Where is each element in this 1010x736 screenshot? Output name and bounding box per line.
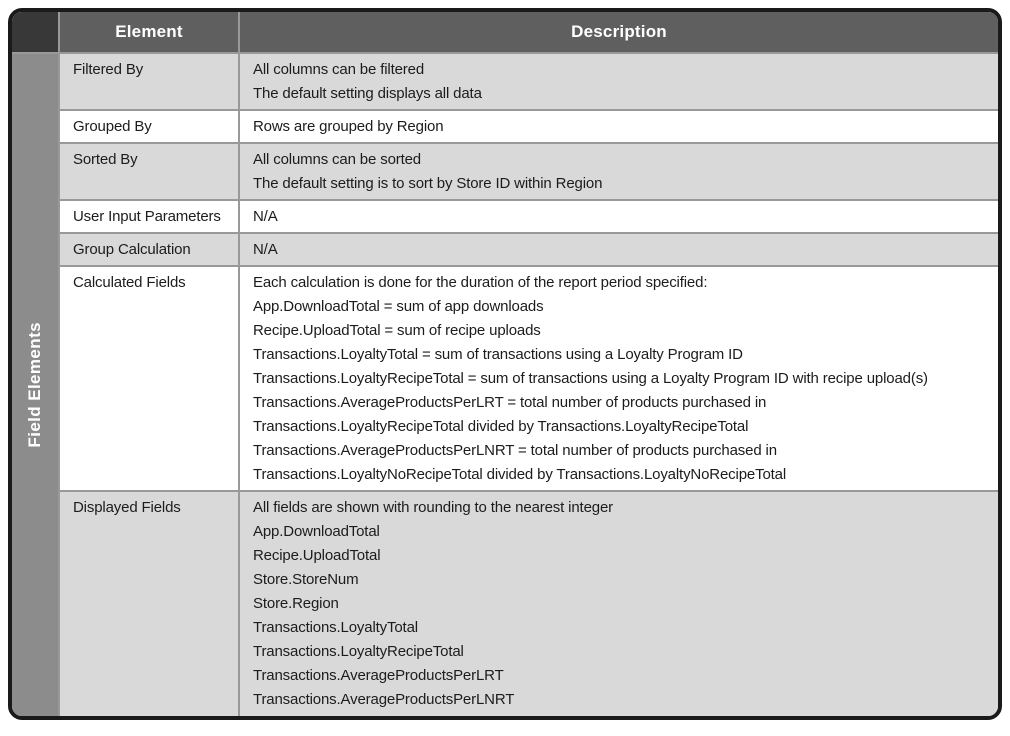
description-cell	[240, 492, 998, 716]
element-column-header: Element	[60, 12, 238, 52]
description-line: Transactions.LoyaltyNoRecipeTotal divided by Transactions.LoyaltyNoRecipeTotal	[253, 466, 787, 483]
element-label: Calculated Fields	[73, 274, 186, 291]
description-line: N/A	[253, 208, 278, 225]
element-cell	[60, 144, 238, 199]
description-cell	[240, 54, 998, 109]
description-line: Transactions.LoyaltyRecipeTotal = sum of transactions using a Loyalty Program ID with recipe upload(s)	[253, 370, 928, 387]
description-line: All columns can be sorted	[253, 151, 422, 168]
description-line: Recipe.UploadTotal = sum of recipe uploads	[253, 322, 541, 339]
element-label: User Input Parameters	[73, 208, 221, 225]
description-line: Store.Region	[253, 595, 339, 612]
description-line: Store.StoreNum	[253, 571, 359, 588]
field-elements-table	[8, 8, 1002, 720]
element-label: Group Calculation	[73, 241, 191, 258]
description-line: N/A	[253, 241, 278, 258]
description-cell	[240, 201, 998, 232]
description-line: Each calculation is done for the duration of the report period specified:	[253, 274, 708, 291]
element-cell	[60, 201, 238, 232]
corner-cell	[12, 12, 58, 52]
element-label: Filtered By	[73, 61, 144, 78]
sidebar-label: Field Elements	[25, 322, 44, 448]
description-line: Rows are grouped by Region	[253, 118, 444, 135]
description-line: Transactions.LoyaltyRecipeTotal divided by Transactions.LoyaltyRecipeTotal	[253, 418, 749, 435]
description-line: All fields are shown with rounding to the nearest integer	[253, 499, 613, 516]
description-line: Recipe.UploadTotal	[253, 547, 381, 564]
description-line: Transactions.AverageProductsPerLNRT = total number of products purchased in	[253, 442, 777, 459]
element-cell	[60, 111, 238, 142]
description-line: Transactions.LoyaltyTotal = sum of transactions using a Loyalty Program ID	[253, 346, 743, 363]
description-line: The default setting is to sort by Store ID within Region	[253, 175, 603, 192]
description-line: Transactions.AverageProductsPerLRT = total number of products purchased in	[253, 394, 767, 411]
description-line: App.DownloadTotal = sum of app downloads	[253, 298, 544, 315]
element-label: Sorted By	[73, 151, 138, 168]
table-grid	[12, 12, 998, 716]
description-line: Transactions.AverageProductsPerLRT	[253, 667, 504, 684]
description-cell	[240, 111, 998, 142]
description-line: The default setting displays all data	[253, 85, 482, 102]
description-cell	[240, 234, 998, 265]
element-cell	[60, 234, 238, 265]
description-cell	[240, 144, 998, 199]
element-cell	[60, 492, 238, 716]
description-column-header: Description	[240, 12, 998, 52]
description-line: Transactions.LoyaltyTotal	[253, 619, 418, 636]
description-line: App.DownloadTotal	[253, 523, 380, 540]
element-cell	[60, 267, 238, 490]
sidebar-field-elements	[12, 54, 58, 716]
description-line: All columns can be filtered	[253, 61, 425, 78]
description-cell	[240, 267, 998, 490]
element-cell	[60, 54, 238, 109]
element-label: Displayed Fields	[73, 499, 181, 516]
description-line: Transactions.AverageProductsPerLNRT	[253, 691, 515, 708]
description-line: Transactions.LoyaltyRecipeTotal	[253, 643, 464, 660]
element-label: Grouped By	[73, 118, 152, 135]
